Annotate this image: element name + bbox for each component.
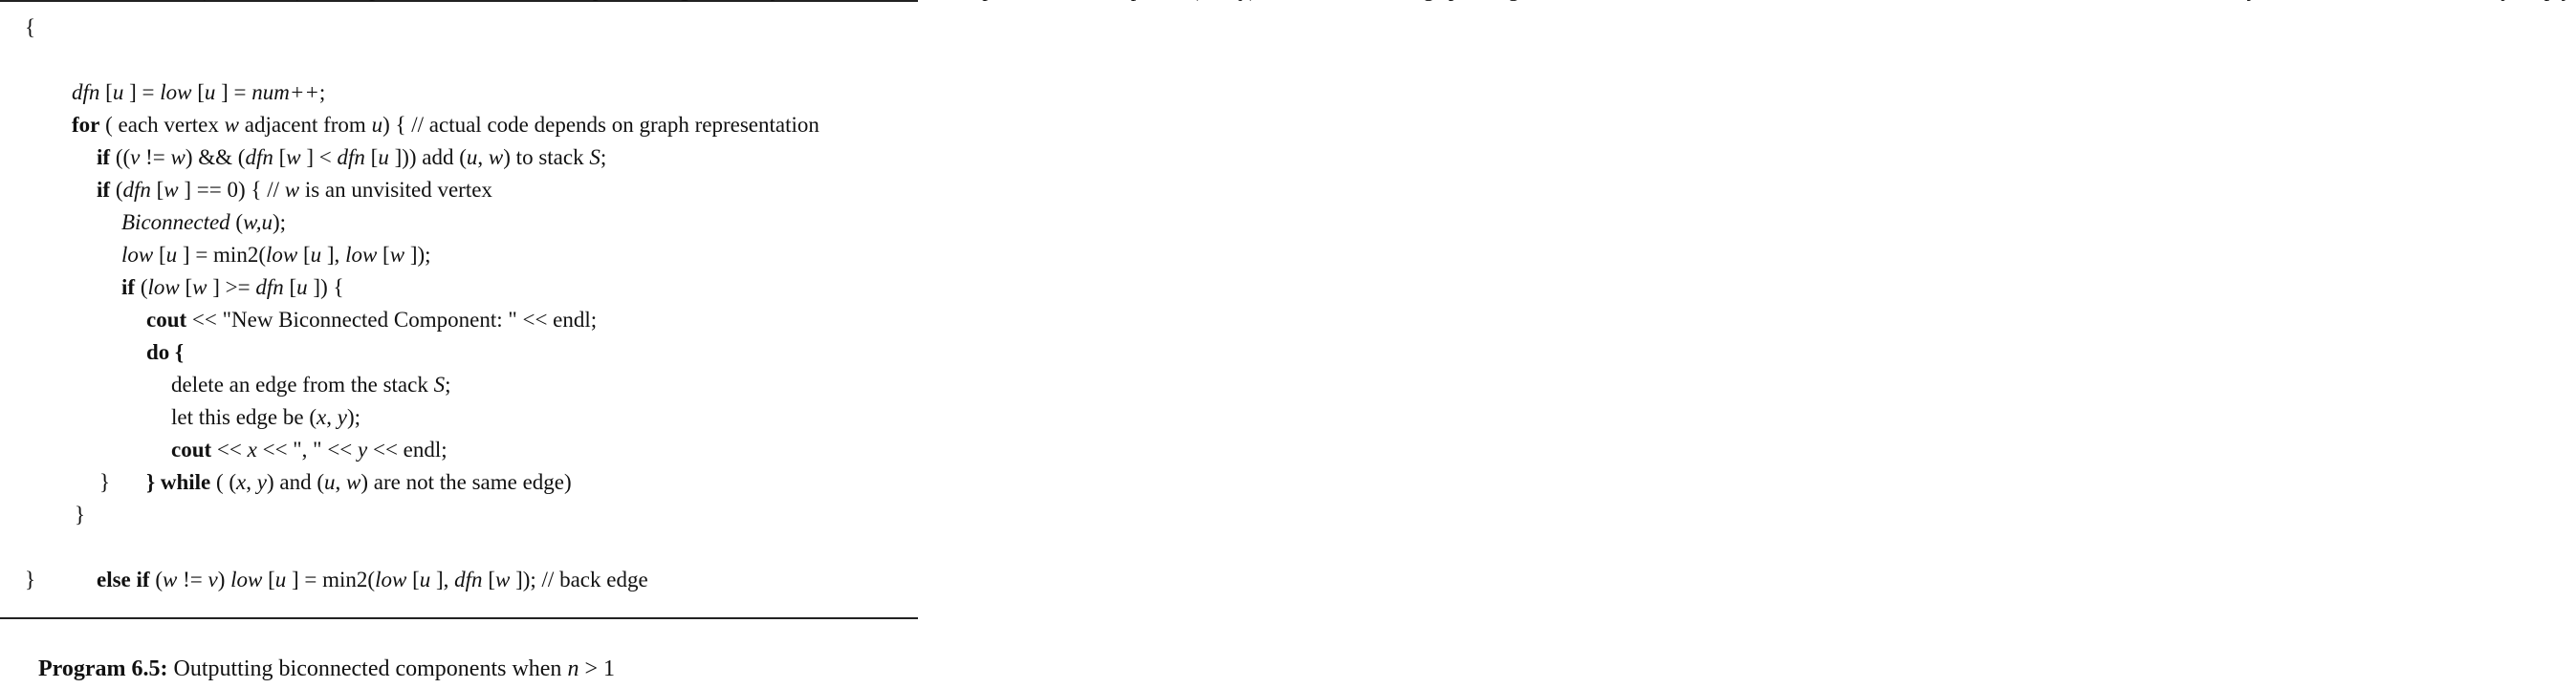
keyword: if bbox=[97, 178, 111, 203]
token: S bbox=[589, 145, 600, 170]
token: [ bbox=[297, 243, 311, 268]
token: ); bbox=[346, 405, 361, 430]
token: ( each vertex bbox=[99, 113, 225, 138]
token: != bbox=[140, 145, 171, 170]
token: dfn bbox=[245, 145, 273, 170]
caption-var: n bbox=[567, 656, 579, 681]
code-line-16 bbox=[75, 531, 648, 630]
token: low bbox=[230, 568, 263, 592]
token: << bbox=[211, 438, 248, 462]
token: x bbox=[236, 470, 247, 495]
token: ] = bbox=[123, 80, 161, 105]
token: ); bbox=[272, 210, 287, 235]
token: u bbox=[310, 243, 322, 268]
token: } bbox=[146, 470, 161, 495]
token: [ bbox=[179, 275, 193, 300]
token: y bbox=[358, 438, 368, 462]
token: u bbox=[371, 113, 383, 138]
token: x bbox=[317, 405, 327, 430]
token: , bbox=[246, 470, 257, 495]
token: ( bbox=[135, 275, 148, 300]
token: w bbox=[389, 243, 405, 268]
token: ])) add ( bbox=[388, 145, 467, 170]
token: ) && ( bbox=[185, 145, 246, 170]
token: [ bbox=[283, 275, 297, 300]
token: [ bbox=[482, 568, 495, 592]
keyword: do bbox=[146, 340, 170, 365]
token: [ bbox=[364, 145, 379, 170]
keyword: cout bbox=[171, 438, 212, 462]
token: u bbox=[378, 145, 389, 170]
token: dfn bbox=[255, 275, 284, 300]
token: dfn bbox=[122, 178, 151, 203]
token: low bbox=[147, 275, 180, 300]
token: w bbox=[488, 145, 504, 170]
token: y bbox=[337, 405, 347, 430]
token: u bbox=[324, 470, 336, 495]
token: , bbox=[326, 405, 338, 430]
token: [ bbox=[406, 568, 420, 592]
token: is an unvisited vertex bbox=[299, 178, 492, 203]
token: ; bbox=[445, 373, 451, 398]
token: ]); bbox=[404, 243, 431, 268]
token: w bbox=[162, 568, 178, 592]
token: ] == 0) { // bbox=[178, 178, 285, 203]
token: y bbox=[256, 470, 267, 495]
token: ) { // actual code depends on graph representation bbox=[382, 113, 819, 138]
caption-text-end: > 1 bbox=[579, 656, 615, 681]
token: u bbox=[204, 80, 216, 105]
token: low bbox=[121, 243, 154, 268]
token: ] >= bbox=[207, 275, 256, 300]
token: ] = min2( bbox=[286, 568, 376, 592]
keyword: cout bbox=[146, 308, 187, 333]
token: ( bbox=[149, 568, 163, 592]
token: ) and ( bbox=[266, 470, 325, 495]
token: << "New Biconnected Component: " << endl; bbox=[186, 308, 598, 333]
token: u bbox=[466, 145, 478, 170]
program-caption bbox=[27, 631, 615, 682]
keyword: if bbox=[97, 145, 111, 170]
token: dfn bbox=[454, 568, 483, 592]
header-cut-text bbox=[38, 0, 2576, 2]
token: [ bbox=[377, 243, 390, 268]
token: (( bbox=[110, 145, 131, 170]
token: dfn bbox=[337, 145, 365, 170]
token: u bbox=[274, 568, 287, 592]
token: w bbox=[170, 145, 186, 170]
token: ] = min2( bbox=[177, 243, 266, 268]
close-brace-unvisited: } bbox=[75, 503, 86, 527]
cut-off-header-line bbox=[0, 0, 918, 11]
keyword: else if bbox=[97, 568, 150, 592]
token: adjacent from bbox=[238, 113, 372, 138]
token: , bbox=[477, 145, 489, 170]
close-brace-if: } bbox=[99, 470, 111, 494]
token: { bbox=[169, 340, 185, 365]
token: << ", " << bbox=[256, 438, 359, 462]
token: x bbox=[247, 438, 257, 462]
token: w bbox=[164, 178, 179, 203]
token: u bbox=[419, 568, 431, 592]
token: ( bbox=[229, 210, 244, 235]
token: << endl; bbox=[367, 438, 448, 462]
token: [ bbox=[153, 243, 166, 268]
token: delete an edge from the stack bbox=[171, 373, 434, 398]
token: ]) { bbox=[307, 275, 344, 300]
token: ; bbox=[318, 80, 326, 105]
caption-rule bbox=[0, 617, 918, 619]
token: low bbox=[345, 243, 378, 268]
token: ; bbox=[600, 145, 607, 170]
token: ) bbox=[217, 568, 231, 592]
token: != bbox=[177, 568, 208, 592]
close-brace: } bbox=[25, 568, 36, 591]
caption-label: Program 6.5: bbox=[38, 656, 168, 681]
token: low bbox=[160, 80, 192, 105]
token: ) to stack bbox=[503, 145, 590, 170]
token: ], bbox=[430, 568, 455, 592]
keyword: for bbox=[72, 113, 100, 138]
token: w bbox=[494, 568, 511, 592]
token: u bbox=[296, 275, 308, 300]
token: w,u bbox=[243, 210, 273, 235]
keyword: while bbox=[160, 470, 211, 495]
token: v bbox=[130, 145, 141, 170]
token: u bbox=[112, 80, 124, 105]
token: ( bbox=[110, 178, 123, 203]
token: ]); // back edge bbox=[510, 568, 648, 592]
token: w bbox=[224, 113, 239, 138]
token: ] = bbox=[215, 80, 252, 105]
token: num++ bbox=[251, 80, 319, 105]
token: u bbox=[165, 243, 178, 268]
token: S bbox=[433, 373, 446, 398]
keyword: if bbox=[121, 275, 136, 300]
token: let this edge be ( bbox=[171, 405, 317, 430]
token: [ bbox=[262, 568, 275, 592]
token: ] < bbox=[300, 145, 338, 170]
caption-text: Outputting biconnected components when bbox=[167, 656, 568, 681]
open-brace: { bbox=[25, 15, 36, 39]
token: , bbox=[335, 470, 347, 495]
token: ], bbox=[321, 243, 346, 268]
token: ) are not the same edge) bbox=[360, 470, 572, 495]
token: ( ( bbox=[210, 470, 237, 495]
token: w bbox=[346, 470, 361, 495]
token: low bbox=[265, 243, 298, 268]
token: w bbox=[192, 275, 207, 300]
token: [ bbox=[99, 80, 113, 105]
token: w bbox=[284, 178, 300, 203]
token: v bbox=[207, 568, 218, 592]
token: Biconnected bbox=[121, 210, 230, 235]
token: [ bbox=[191, 80, 205, 105]
token: [ bbox=[150, 178, 164, 203]
token: w bbox=[286, 145, 301, 170]
token: dfn bbox=[72, 80, 100, 105]
code-line-13 bbox=[124, 434, 572, 532]
token: low bbox=[375, 568, 407, 592]
token: [ bbox=[273, 145, 287, 170]
